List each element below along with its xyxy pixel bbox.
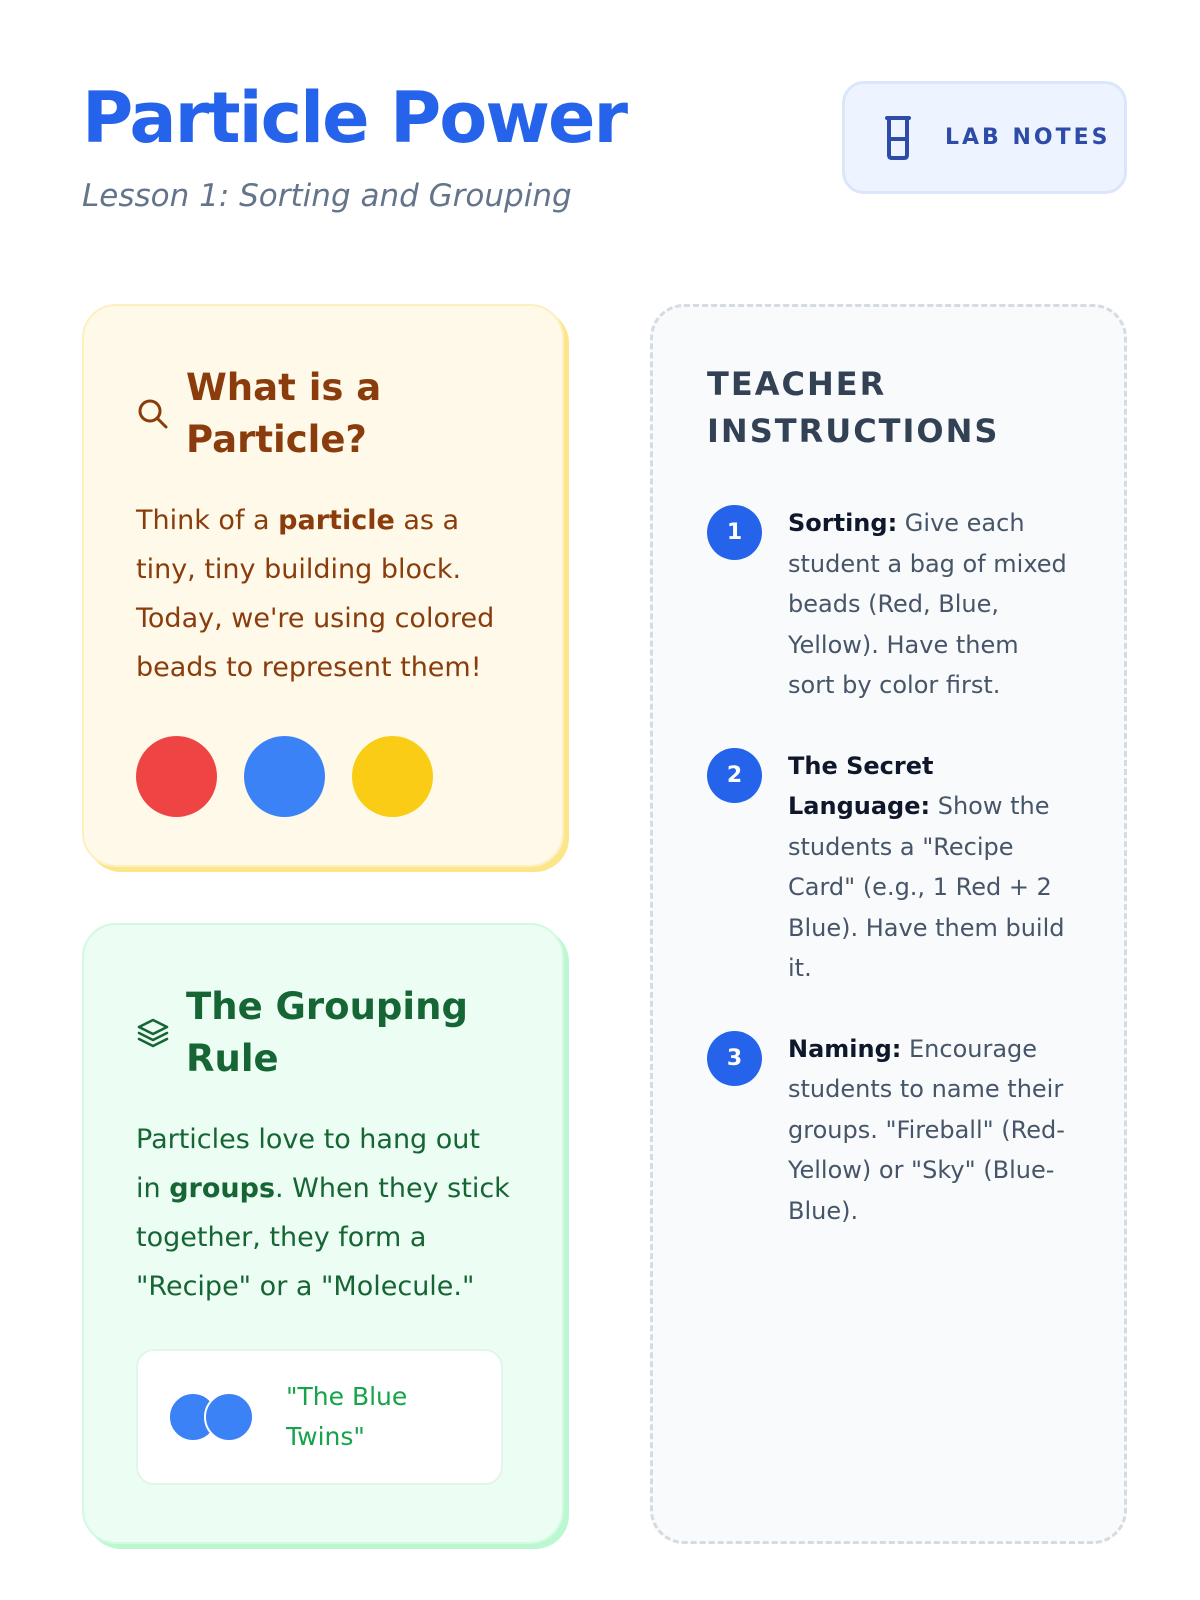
grouping-card-title	[186, 981, 468, 1085]
grouping-card-header	[136, 981, 510, 1085]
step-heading: Sorting:	[788, 509, 898, 537]
particle-card-text	[136, 496, 510, 692]
grouping-card-title-line2: Rule	[186, 1037, 279, 1080]
step-body: Give each student a bag of mixed beads (Red, Blue, Yellow). Have them sort by color first.	[788, 509, 1067, 699]
step-heading: The Secret Language:	[788, 751, 934, 820]
search-icon	[136, 397, 170, 431]
particle-keyword: particle	[278, 505, 395, 536]
step-number-badge: 3	[707, 1031, 762, 1086]
lab-notes-button[interactable]	[842, 81, 1127, 194]
bead-row	[136, 736, 510, 817]
blue-twins-label: "The Blue Twins"	[286, 1382, 408, 1451]
yellow-bead	[352, 736, 433, 817]
blue-bead	[244, 736, 325, 817]
grouping-keyword: groups	[169, 1173, 276, 1204]
grouping-card-text	[136, 1115, 510, 1311]
red-bead	[136, 736, 217, 817]
instruction-steps	[707, 503, 1072, 1231]
particle-card-header	[136, 362, 510, 466]
instruction-step	[707, 746, 1072, 989]
page-subtitle: Lesson 1: Sorting and Grouping	[82, 178, 572, 214]
instruction-step	[707, 1029, 1072, 1232]
blue-bead	[204, 1392, 254, 1442]
beaker-icon	[881, 115, 915, 161]
particle-card	[82, 304, 564, 867]
step-heading: Naming:	[788, 1034, 902, 1063]
step-number-badge: 1	[707, 505, 762, 560]
lab-notes-label: LAB NOTES	[945, 125, 1111, 150]
step-text	[788, 503, 1072, 706]
step-text	[788, 746, 1072, 989]
grouping-card	[82, 923, 564, 1544]
grouping-card-title-line1: The Grouping	[186, 985, 468, 1028]
particle-text-part: Think of a	[136, 505, 279, 536]
layers-icon	[136, 1016, 170, 1050]
blue-twins-example	[136, 1349, 503, 1485]
instructions-title	[707, 361, 1072, 455]
step-number-badge: 2	[707, 748, 762, 803]
instruction-step	[707, 503, 1072, 706]
blue-twins-beads	[168, 1392, 256, 1442]
step-text	[788, 1029, 1072, 1232]
particle-card-title-line1: What is a	[186, 366, 382, 409]
teacher-instructions-panel	[650, 304, 1127, 1544]
page-title: Particle Power	[82, 77, 627, 159]
particle-card-title	[186, 362, 381, 466]
particle-card-title-line2: Particle?	[186, 418, 367, 461]
instructions-title-line2: INSTRUCTIONS	[707, 412, 1000, 450]
step-body: Encourage students to name their groups. "Fireball" (Red-Yellow) or "Sky" (Blue-Blue).	[788, 1034, 1065, 1225]
grouping-text-part: . When they stick together, they form a "Recipe" or a "Molecule."	[136, 1173, 510, 1302]
instructions-title-line1: TEACHER	[707, 365, 887, 403]
step-body: Show the students a "Recipe Card" (e.g., 1 Red + 2 Blue). Have them build it.	[788, 792, 1065, 982]
grouping-text-part: Particles love to hang out in	[136, 1124, 480, 1204]
particle-text-part: as a tiny, tiny building block. Today, we're using colored beads to represent them!	[136, 505, 495, 683]
